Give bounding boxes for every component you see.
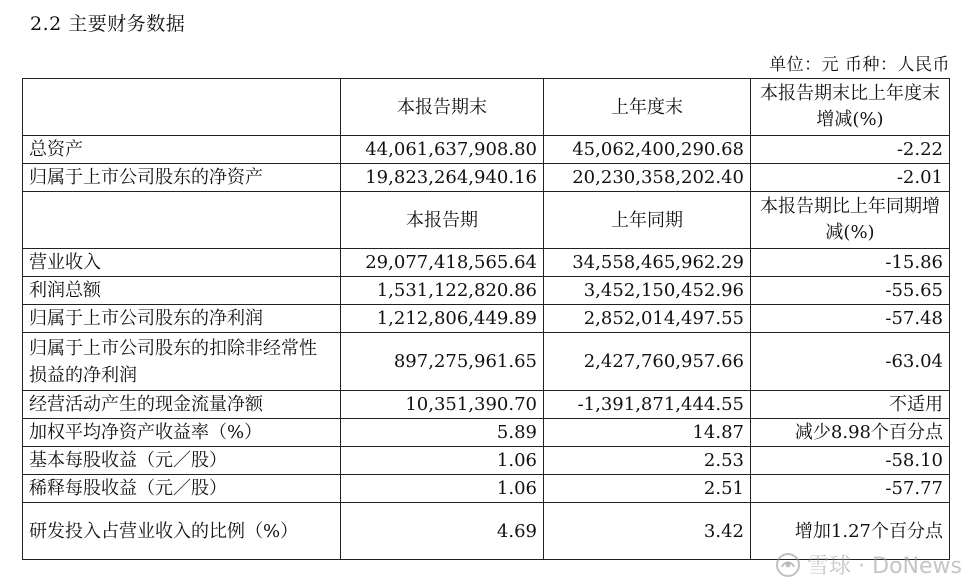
value-change: 减少8.98个百分点 [751,419,950,447]
value-current: 1.06 [341,475,544,503]
header-prior-year-end: 上年度末 [544,79,751,136]
header-blank-cell [23,192,341,249]
value-prior: 2,427,760,957.66 [544,333,751,391]
header-prior-period: 上年同期 [544,192,751,249]
watermark [775,549,962,580]
watermark-text: 雪球 · DoNews [807,554,962,579]
header-change-vs-year-end: 本报告期末比上年度末增减(%) [751,79,950,136]
row-label: 稀释每股收益（元／股） [23,475,341,503]
row-label: 归属于上市公司股东的净资产 [23,164,341,192]
value-prior: 45,062,400,290.68 [544,136,751,164]
value-current: 19,823,264,940.16 [341,164,544,192]
table-row [23,277,950,305]
value-prior: 3,452,150,452.96 [544,277,751,305]
header-current-period: 本报告期 [341,192,544,249]
value-change: -63.04 [751,333,950,391]
header-change-vs-prior-period: 本报告期比上年同期增减(%) [751,192,950,249]
value-prior: 34,558,465,962.29 [544,249,751,277]
table-row [23,419,950,447]
value-prior: 2,852,014,497.55 [544,305,751,333]
row-label: 总资产 [23,136,341,164]
value-change: -57.48 [751,305,950,333]
row-label: 加权平均净资产收益率（%） [23,419,341,447]
row-label: 归属于上市公司股东的扣除非经常性损益的净利润 [23,333,341,391]
table-header-row-balance [23,79,950,136]
table-row [23,447,950,475]
value-change: -2.22 [751,136,950,164]
value-prior: 20,230,358,202.40 [544,164,751,192]
table-row [23,333,950,391]
value-change: -58.10 [751,447,950,475]
row-label: 利润总额 [23,277,341,305]
value-prior: -1,391,871,444.55 [544,391,751,419]
value-current: 10,351,390.70 [341,391,544,419]
value-current: 897,275,961.65 [341,333,544,391]
value-current: 1,531,122,820.86 [341,277,544,305]
unit-currency-note: 单位：元 币种：人民币 [769,55,950,75]
table-row [23,164,950,192]
snowball-logo-icon [775,552,801,578]
row-label: 归属于上市公司股东的净利润 [23,305,341,333]
value-change: 不适用 [751,391,950,419]
row-label: 营业收入 [23,249,341,277]
table-row [23,475,950,503]
value-prior: 2.53 [544,447,751,475]
value-change: -57.77 [751,475,950,503]
value-change: 增加1.27个百分点 [751,503,950,560]
value-current: 44,061,637,908.80 [341,136,544,164]
financial-data-table [22,78,950,560]
header-current-period-end: 本报告期末 [341,79,544,136]
value-current: 1.06 [341,447,544,475]
value-prior: 14.87 [544,419,751,447]
row-label: 研发投入占营业收入的比例（%） [23,503,341,560]
table-row [23,305,950,333]
table-row [23,391,950,419]
value-current: 5.89 [341,419,544,447]
table-row [23,249,950,277]
section-title: 2.2 主要财务数据 [30,13,186,35]
value-current: 4.69 [341,503,544,560]
value-change: -2.01 [751,164,950,192]
value-change: -15.86 [751,249,950,277]
header-blank-cell [23,79,341,136]
table-row [23,136,950,164]
value-current: 1,212,806,449.89 [341,305,544,333]
value-prior: 3.42 [544,503,751,560]
value-change: -55.65 [751,277,950,305]
row-label: 基本每股收益（元／股） [23,447,341,475]
value-prior: 2.51 [544,475,751,503]
row-label: 经营活动产生的现金流量净额 [23,391,341,419]
value-current: 29,077,418,565.64 [341,249,544,277]
table-header-row-income [23,192,950,249]
